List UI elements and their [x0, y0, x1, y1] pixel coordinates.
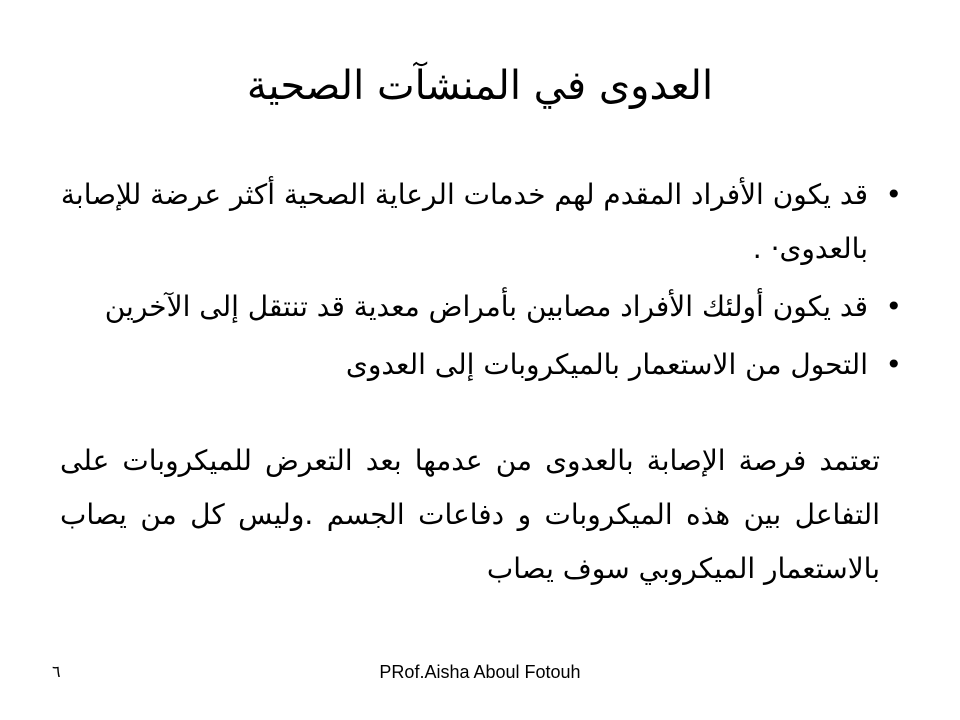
slide-title: العدوى في المنشآت الصحية: [246, 63, 714, 109]
bullet-item: [60, 338, 910, 392]
body-paragraph: تعتمد فرصة الإصابة بالعدوى من عدمها بعد التعرض للميكروبات على التفاعل بين هذه الميكروبات و دفاعات الجسم .وليس كل من يصاب بالاستعمار الميكروبي سوف يصاب: [60, 444, 880, 585]
bullet-dot-icon: •: [885, 290, 902, 323]
bullet-dot-icon: •: [885, 178, 902, 211]
bullet-item: [60, 168, 910, 276]
bullet-text: قد يكون الأفراد المقدم لهم خدمات الرعاية الصحية أكثر عرضة للإصابة بالعدوى· .: [60, 178, 868, 265]
bullet-item: [60, 280, 910, 334]
footer-author: PRof.Aisha Aboul Fotouh: [379, 662, 581, 682]
bullet-dot-icon: •: [885, 348, 902, 381]
bullet-text: التحول من الاستعمار بالميكروبات إلى العدوى: [345, 348, 868, 381]
bullet-list: [60, 168, 910, 396]
bullet-text: قد يكون أولئك الأفراد مصابين بأمراض معدية قد تنتقل إلى الآخرين: [104, 290, 868, 323]
page-number: ٦: [52, 662, 61, 681]
